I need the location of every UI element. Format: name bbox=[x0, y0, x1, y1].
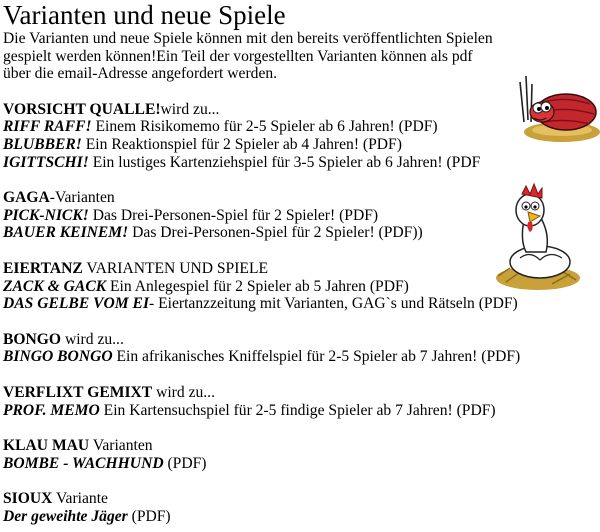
variant-item bbox=[3, 348, 600, 366]
variant-desc: Das Drei-Personen-Spiel für 2 Spieler! (PDF)) bbox=[128, 224, 423, 242]
variant-desc: Einem Risikomemo für 2-5 Spieler ab 6 Jahren! (PDF) bbox=[91, 118, 438, 136]
group-heading bbox=[3, 490, 600, 508]
variant-desc: Ein Kartensuchspiel für 2-5 findige Spieler ab 7 Jahren! (PDF) bbox=[99, 401, 496, 419]
group-heading-rest: wird zu... bbox=[61, 330, 124, 348]
variant-item bbox=[3, 402, 600, 420]
group-heading bbox=[3, 437, 600, 455]
game-group-sioux bbox=[3, 490, 600, 525]
chicken-on-nest-cartoon-icon bbox=[490, 180, 582, 292]
intro-text bbox=[3, 30, 600, 83]
variant-name-link[interactable]: ZACK & GACK bbox=[3, 277, 107, 295]
variant-desc: Das Drei-Personen-Spiel für 2 Spieler! (PDF) bbox=[88, 206, 379, 224]
game-group-klau-mau bbox=[3, 437, 600, 472]
group-heading-rest: wird zu... bbox=[152, 383, 215, 401]
group-heading-rest: VARIANTEN UND SPIELE bbox=[82, 259, 269, 277]
group-heading-rest: Variante bbox=[52, 490, 108, 508]
group-heading bbox=[3, 384, 600, 402]
group-heading-name: GAGA bbox=[3, 189, 50, 207]
red-beetle-cartoon-icon bbox=[516, 72, 600, 144]
intro-line: gespielt werden können!Ein Teil der vorgestellten Varianten können als pdf bbox=[3, 47, 473, 65]
game-group-vorsicht-qualle bbox=[3, 101, 600, 171]
variant-name-link[interactable]: PROF. MEMO bbox=[3, 401, 100, 419]
variant-desc: Ein Anlegespiel für 2 Spieler ab 5 Jahren (PDF) bbox=[106, 277, 409, 295]
game-group-verflixt-gemixt bbox=[3, 384, 600, 419]
variant-item bbox=[3, 118, 600, 136]
variant-name-link[interactable]: BINGO BONGO bbox=[3, 348, 113, 366]
group-heading-name: KLAU MAU bbox=[3, 437, 90, 455]
group-heading-name: VORSICHT QUALLE! bbox=[3, 100, 161, 118]
group-heading bbox=[3, 331, 600, 349]
variant-name-link[interactable]: PICK-NICK! bbox=[3, 206, 89, 224]
intro-line: Die Varianten und neue Spiele können mit den bereits veröffentlichten Spielen bbox=[3, 30, 493, 47]
variant-desc: (PDF) bbox=[163, 454, 207, 472]
group-heading-name: SIOUX bbox=[3, 490, 53, 508]
intro-line: über die email-Adresse angefordert werden. bbox=[3, 65, 278, 83]
variant-item bbox=[3, 508, 600, 526]
variant-name-link[interactable]: RIFF RAFF! bbox=[3, 118, 92, 136]
page-title: Varianten und neue Spiele bbox=[3, 0, 286, 30]
variant-name-link[interactable]: IGITTSCHI! bbox=[3, 153, 89, 171]
variant-name-link[interactable]: Der geweihte Jäger bbox=[3, 507, 128, 525]
variant-desc: Ein afrikanisches Kniffelspiel für 2-5 Spieler ab 7 Jahren! (PDF) bbox=[112, 348, 521, 366]
variant-desc: - Eiertanzzeitung mit Varianten, GAG`s und Rätseln (PDF) bbox=[149, 295, 518, 313]
group-heading-rest: wird zu... bbox=[160, 100, 220, 118]
variant-name-link[interactable]: BLUBBER! bbox=[3, 135, 82, 153]
variant-desc: Ein lustiges Kartenziehspiel für 3-5 Spieler ab 6 Jahren! (PDF bbox=[88, 153, 481, 171]
game-group-bongo bbox=[3, 331, 600, 366]
group-heading bbox=[3, 101, 600, 119]
group-heading-rest: Varianten bbox=[89, 437, 153, 455]
group-heading-name: BONGO bbox=[3, 330, 62, 348]
variant-item bbox=[3, 136, 600, 154]
group-heading-name: EIERTANZ bbox=[3, 259, 83, 277]
group-heading-rest: -Varianten bbox=[49, 189, 115, 207]
variant-name-link[interactable]: BOMBE - WACHHUND bbox=[3, 454, 164, 472]
variant-item bbox=[3, 295, 600, 313]
variant-item bbox=[3, 154, 600, 172]
variant-item bbox=[3, 455, 600, 473]
variant-desc: Ein Reaktionspiel für 2 Spieler ab 4 Jahren! (PDF) bbox=[81, 135, 402, 153]
group-heading-name: VERFLIXT GEMIXT bbox=[3, 383, 153, 401]
variant-name-link[interactable]: DAS GELBE VOM EI bbox=[3, 295, 150, 313]
variant-desc: (PDF) bbox=[127, 507, 171, 525]
variant-name-link[interactable]: BAUER KEINEM! bbox=[3, 224, 129, 242]
